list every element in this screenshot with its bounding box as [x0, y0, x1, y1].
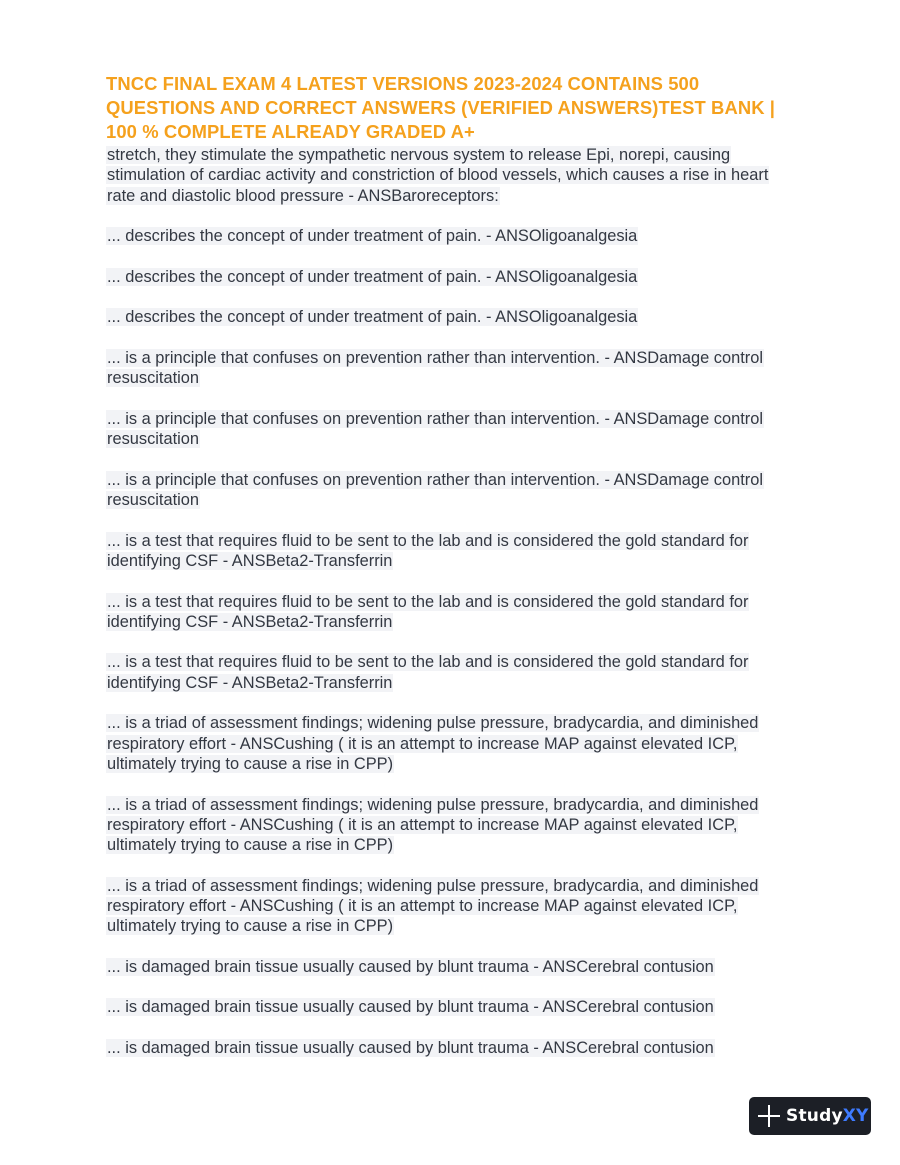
document-page: [106, 72, 796, 1079]
qa-entry-text: ... describes the concept of under treatment of pain. - ANSOligoanalgesia: [107, 308, 638, 327]
qa-entry-text: ... describes the concept of under treatment of pain. - ANSOligoanalgesia: [107, 227, 638, 246]
qa-entry: [106, 409, 796, 450]
qa-entry: [106, 652, 796, 693]
qa-entry: [106, 795, 796, 856]
qa-entry: [106, 348, 796, 389]
qa-entry-text: ... is a triad of assessment findings; widening pulse pressure, bradycardia, and diminished respiratory effort - ANSCushing ( it is an attempt to increase MAP against elevated ICP, ultimately trying to cause a rise in CPP): [107, 714, 759, 773]
logo-wordmark: [786, 1106, 869, 1126]
qa-entry: [106, 226, 796, 246]
qa-entry-text: ... is a principle that confuses on prevention rather than intervention. - ANSDamage control resuscitation: [107, 470, 763, 510]
qa-entry: [106, 470, 796, 511]
qa-entry: [106, 876, 796, 937]
qa-entry-text: stretch, they stimulate the sympathetic nervous system to release Epi, norepi, causing stimulation of cardiac activity and constriction of blood vessels, which causes a rise in heart rate and diastolic blood pressure - ANSBaroreceptors:: [107, 146, 769, 205]
qa-entry-text: ... is a test that requires fluid to be sent to the lab and is considered the gold standard for identifying CSF - ANSBeta2-Transferrin: [107, 653, 749, 692]
qa-entry: [106, 997, 796, 1017]
qa-entry-text: ... is damaged brain tissue usually caused by blunt trauma - ANSCerebral contusion: [107, 1039, 714, 1058]
qa-entry: [106, 307, 796, 327]
qa-entry: [106, 592, 796, 633]
qa-entry-text: ... is a principle that confuses on prevention rather than intervention. - ANSDamage control resuscitation: [107, 348, 763, 388]
qa-entry-text: ... is a principle that confuses on prevention rather than intervention. - ANSDamage control resuscitation: [107, 409, 763, 449]
qa-entry: [106, 267, 796, 287]
logo-text-main: Study: [786, 1106, 843, 1126]
qa-entry: [106, 713, 796, 774]
qa-entry-text: ... describes the concept of under treatment of pain. - ANSOligoanalgesia: [107, 267, 638, 286]
document-title: TNCC FINAL EXAM 4 LATEST VERSIONS 2023-2024 CONTAINS 500 QUESTIONS AND CORRECT ANSWERS (VERIFIED ANSWERS)TEST BANK | 100 % COMPLETE ALREADY GRADED A+: [106, 73, 776, 142]
qa-entry-text: ... is a triad of assessment findings; widening pulse pressure, bradycardia, and diminished respiratory effort - ANSCushing ( it is an attempt to increase MAP against elevated ICP, ultimately trying to cause a rise in CPP): [107, 876, 759, 936]
qa-entry-text: ... is a test that requires fluid to be sent to the lab and is considered the gold standard for identifying CSF - ANSBeta2-Transferrin: [107, 531, 749, 570]
qa-entry: [106, 531, 796, 572]
studyxy-logo[interactable]: [749, 1097, 871, 1135]
plus-icon: [758, 1105, 780, 1127]
qa-entry-text: ... is a test that requires fluid to be sent to the lab and is considered the gold standard for identifying CSF - ANSBeta2-Transferrin: [107, 592, 749, 631]
qa-entry-text: ... is damaged brain tissue usually caused by blunt trauma - ANSCerebral contusion: [107, 998, 714, 1017]
qa-entry: [106, 1038, 796, 1058]
qa-entry-list: [106, 145, 796, 1058]
qa-entry: [106, 957, 796, 977]
qa-entry: [106, 145, 796, 206]
qa-entry-text: ... is damaged brain tissue usually caused by blunt trauma - ANSCerebral contusion: [107, 957, 714, 976]
qa-entry-text: ... is a triad of assessment findings; widening pulse pressure, bradycardia, and diminished respiratory effort - ANSCushing ( it is an attempt to increase MAP against elevated ICP, ultimately trying to cause a rise in CPP): [107, 795, 759, 855]
logo-text-accent: XY: [842, 1106, 869, 1126]
